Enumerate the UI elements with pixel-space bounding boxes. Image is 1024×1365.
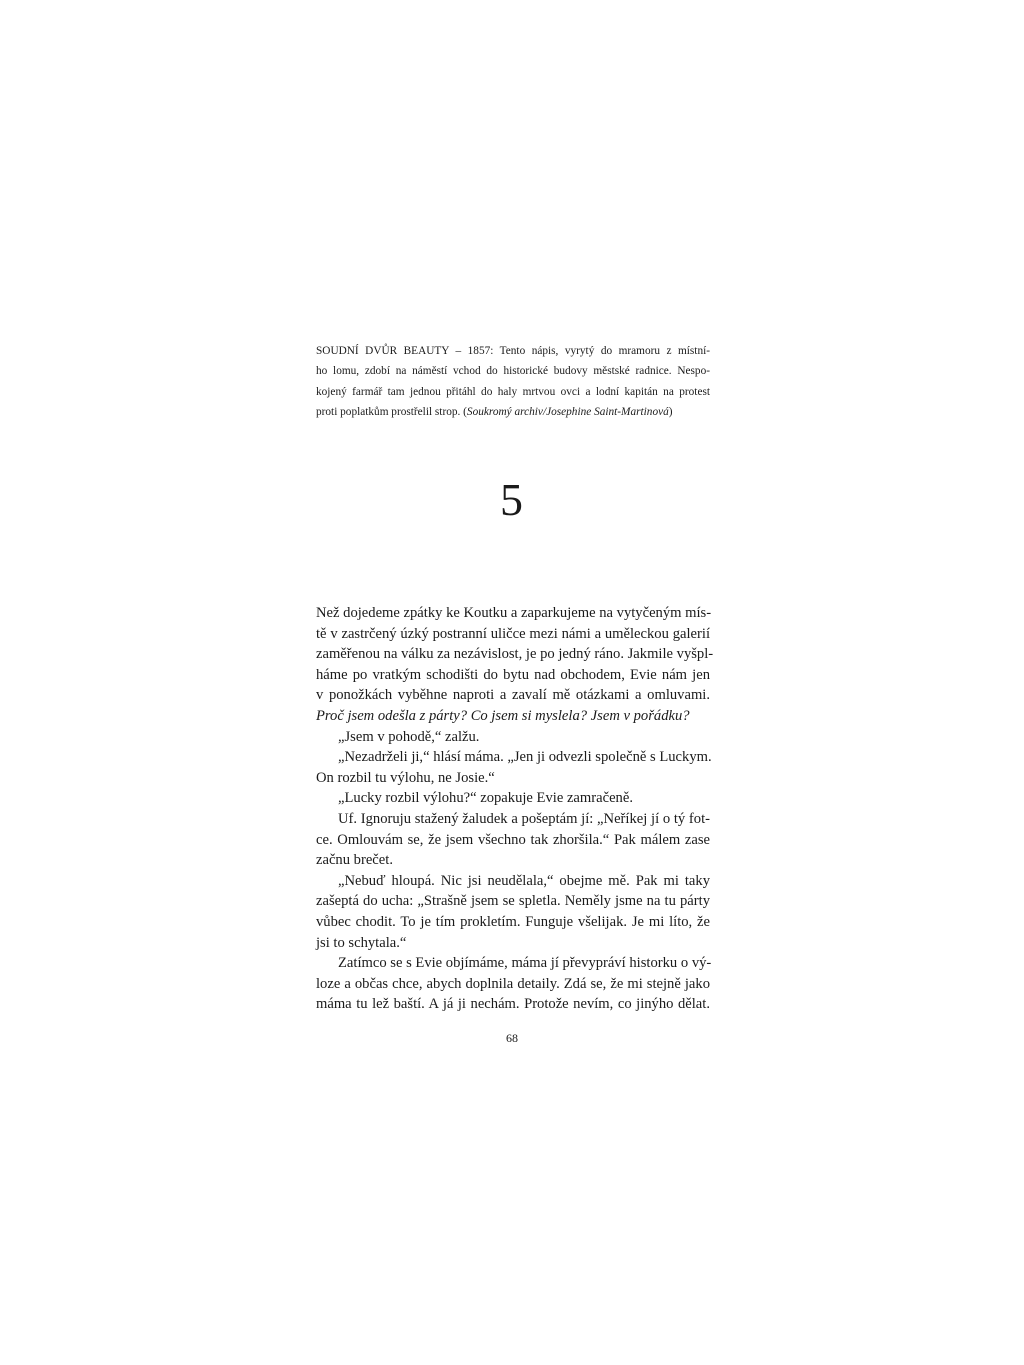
caption-line: ho lomu, zdobí na náměstí vchod do historické budovy městské radnice. Nespo- <box>316 365 710 378</box>
caption-close: ) <box>668 405 673 418</box>
body-line: zašeptá do ucha: „Strašně jsem se spletla. Neměly jsme na tu párty <box>316 893 710 910</box>
body-line: Uf. Ignoruju stažený žaludek a pošeptám jí: „Neříkej jí o tý fot- <box>338 810 710 827</box>
body-line: jsi to schytala.“ <box>316 934 407 951</box>
page-number: 68 <box>506 1031 518 1045</box>
body-line: vůbec chodit. To je tím prokletím. Funguje všelijak. Je mi líto, že <box>316 913 710 930</box>
body-line: máma tu lež baští. A já ji nechám. Protože nevím, co jinýho dělat. <box>316 996 710 1013</box>
caption-source: Soukromý archiv/Josephine Saint-Martinová <box>466 405 669 418</box>
body-line: tě v zastrčený úzký postranní uličce mezi námi a uměleckou galerií <box>316 625 710 642</box>
caption-line-text: proti poplatkům prostřelil strop. ( <box>316 405 467 418</box>
body-line: ce. Omlouvám se, že jsem všechno tak zhoršila.“ Pak málem zase <box>316 831 710 848</box>
body-line: „Nezadrželi ji,“ hlásí máma. „Jen ji odvezli společně s Luckym. <box>338 749 712 766</box>
photo-caption <box>316 341 710 422</box>
body-line: Proč jsem odešla z párty? Co jsem si myslela? Jsem v pořádku? <box>316 707 690 724</box>
body-line: „Lucky rozbil výlohu?“ zopakuje Evie zamračeně. <box>338 790 633 807</box>
body-line: Než dojedeme zpátky ke Koutku a zaparkujeme na vytyčeným mís- <box>316 605 712 621</box>
body-line: v ponožkách vyběhne naproti a zavalí mě otázkami a omluvami. <box>316 687 710 704</box>
body-line: začnu brečet. <box>316 852 393 869</box>
body-line: „Nebuď hloupá. Nic jsi neudělala,“ obejme mě. Pak mi taky <box>338 872 710 889</box>
caption-line <box>316 402 710 422</box>
body-line: zaměřenou na válku za nezávislost, je po jedný ráno. Jakmile vyšpl- <box>316 646 714 663</box>
body-text <box>316 603 714 1015</box>
body-line: háme po vratkým schodišti do bytu nad obchodem, Evie nám jen <box>316 666 710 683</box>
body-line: On rozbil tu výlohu, ne Josie.“ <box>316 769 495 786</box>
caption-line: SOUDNÍ DVŮR BEAUTY – 1857: Tento nápis, vyrytý do mramoru z místní- <box>316 345 710 357</box>
body-line: Zatímco se s Evie objímáme, máma jí převypráví historku o vý- <box>338 955 712 972</box>
body-line: loze a občas chce, abych doplnila detaily. Zdá se, že mi stejně jako <box>316 975 710 992</box>
chapter-number: 5 <box>500 474 524 525</box>
body-line: „Jsem v pohodě,“ zalžu. <box>338 728 480 745</box>
caption-line: kojený farmář tam jednou přitáhl do haly mrtvou ovci a lodní kapitán na protest <box>316 385 710 398</box>
